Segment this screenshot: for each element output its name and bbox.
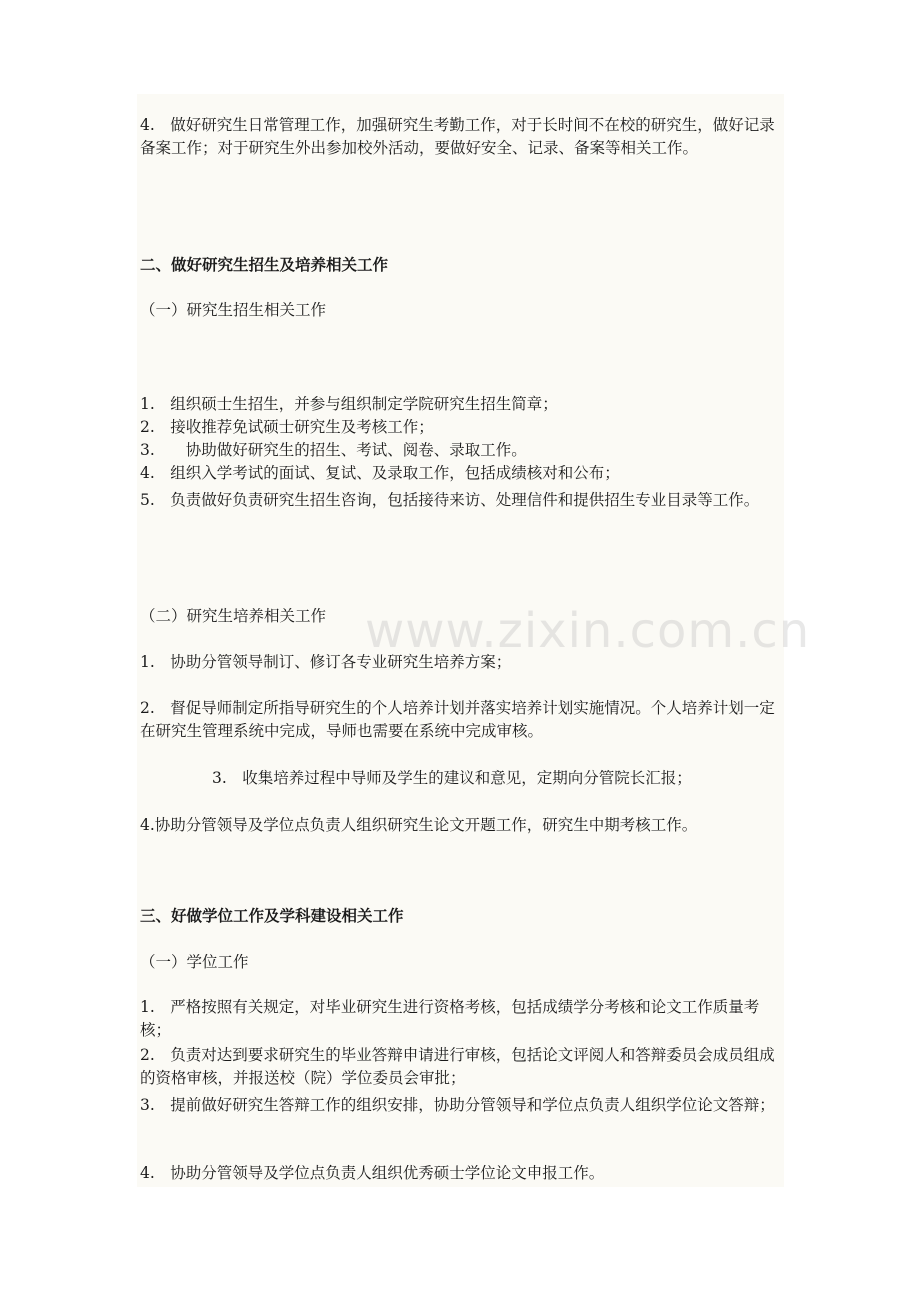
list-item: 1. 协助分管领导制订、修订各专业研究生培养方案； (140, 653, 512, 671)
list-item: 1. 组织硕士生招生，并参与组织制定学院研究生招生简章； (140, 395, 558, 413)
section-2-1-subheading: （一）研究生招生相关工作 (140, 301, 327, 319)
list-item: 3. 提前做好研究生答辩工作的组织安排，协助分管领导和学位点负责人组织学位论文答辩； (140, 1096, 775, 1114)
section-3-1-subheading: （一）学位工作 (140, 953, 249, 971)
list-item: 4.协助分管领导及学位点负责人组织研究生论文开题工作，研究生中期考核工作。 (140, 816, 698, 834)
intro-item-4: 4. 做好研究生日常管理工作，加强研究生考勤工作，对于长时间不在校的研究生，做好记录备案工作；对于研究生外出参加校外活动，要做好安全、记录、备案等相关工作。 (140, 116, 775, 157)
list-item: 2. 接收推荐免试硕士研究生及考核工作； (140, 418, 434, 436)
list-item: 5. 负责做好负责研究生招生咨询，包括接待来访、处理信件和提供招生专业目录等工作。 (140, 491, 760, 509)
section-2-heading: 二、做好研究生招生及培养相关工作 (140, 256, 389, 274)
section-2-2-subheading: （二）研究生培养相关工作 (140, 607, 327, 625)
list-item: 1. 严格按照有关规定，对毕业研究生进行资格考核，包括成绩学分考核和论文工作质量考核； (140, 998, 760, 1039)
list-item: 3. 收集培养过程中导师及学生的建议和意见，定期向分管院长汇报； (212, 769, 692, 787)
watermark: www.zixin.com.cn (365, 603, 811, 659)
list-item: 2. 督促导师制定所指导研究生的个人培养计划并落实培养计划实施情况。个人培养计划一定在研究生管理系统中完成，导师也需要在系统中完成审核。 (140, 699, 775, 740)
section-3-heading: 三、好做学位工作及学科建设相关工作 (140, 907, 404, 925)
list-item: 2. 负责对达到要求研究生的毕业答辩申请进行审核，包括论文评阅人和答辩委员会成员组成的资格审核，并报送校（院）学位委员会审批； (140, 1046, 775, 1087)
list-item: 4. 协助分管领导及学位点负责人组织优秀硕士学位论文申报工作。 (140, 1164, 605, 1182)
list-item: 3. 协助做好研究生的招生、考试、阅卷、录取工作。 (140, 441, 527, 459)
list-item: 4. 组织入学考试的面试、复试、及录取工作，包括成绩核对和公布； (140, 464, 620, 482)
